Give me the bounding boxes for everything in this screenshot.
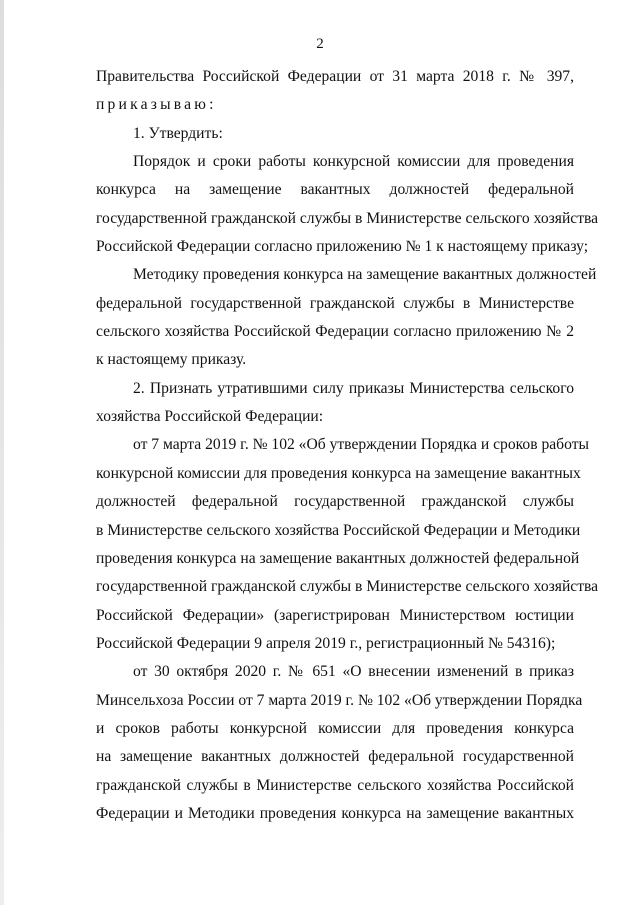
text-line: к настоящему приказу. <box>96 351 247 369</box>
text-line: Российской Федерации 9 апреля 2019 г., регистрационный № 54316); <box>96 634 556 652</box>
text-line: приказываю: <box>96 96 217 114</box>
text-line: Правительства Российской Федерации от 31 марта 2018 г. № 397, <box>96 68 574 85</box>
page-number: 2 <box>316 36 324 52</box>
paragraph <box>96 148 599 261</box>
text-line: сельского хозяйства Российской Федерации согласно приложению № 2 <box>96 323 574 341</box>
text-line: Федерации и Методики проведения конкурса на замещение вакантных <box>96 804 574 822</box>
text-line: государственной гражданской службы в Министерстве сельского хозяйства <box>96 578 599 596</box>
text-line: конкурсной комиссии для проведения конкурса на замещение вакантных <box>96 464 581 482</box>
paragraph <box>96 91 574 119</box>
text-line: Российской Федерации» (зарегистрирован Министерством юстиции <box>96 606 574 624</box>
text-line: государственной гражданской службы в Министерстве сельского хозяйства <box>96 209 599 227</box>
text-line: от 7 марта 2019 г. № 102 «Об утверждении Порядка и сроков работы <box>133 436 589 454</box>
text-line: в Министерстве сельского хозяйства Российской Федерации и Методики <box>96 521 581 539</box>
paragraph <box>96 63 574 91</box>
text-line: от 30 октября 2020 г. № 651 «О внесении изменений в приказ <box>133 663 574 681</box>
text-line: Минсельхоза России от 7 марта 2019 г. № 102 «Об утверждении Порядка <box>96 691 583 709</box>
text-line: конкурса на замещение вакантных должностей федеральной <box>96 181 574 199</box>
paragraph <box>96 431 599 658</box>
text-line: 1. Утвердить: <box>133 124 223 142</box>
paragraph <box>96 658 583 828</box>
text-line: гражданской службы в Министерстве сельского хозяйства Российской <box>96 776 574 794</box>
document-body <box>96 63 599 828</box>
text-line: должностей федеральной государственной гражданской службы <box>96 493 574 511</box>
text-line: Методику проведения конкурса на замещение вакантных должностей <box>133 266 597 284</box>
paragraph <box>96 120 574 148</box>
text-line: 2. Признать утратившими силу приказы Министерства сельского <box>133 379 574 397</box>
scan-edge <box>0 0 4 905</box>
text-line: Российской Федерации согласно приложению № 1 к настоящему приказу; <box>96 238 589 256</box>
text-line: и сроков работы конкурсной комиссии для проведения конкурса <box>96 719 574 737</box>
paragraph <box>96 375 574 432</box>
text-line: проведения конкурса на замещение вакантных должностей федеральной <box>96 549 580 567</box>
paragraph <box>96 261 597 374</box>
text-line: федеральной государственной гражданской службы в Министерстве <box>96 294 574 312</box>
text-line: Порядок и сроки работы конкурсной комиссии для проведения <box>133 153 574 171</box>
text-line: на замещение вакантных должностей федеральной государственной <box>96 748 574 766</box>
text-line: хозяйства Российской Федерации: <box>96 408 324 426</box>
